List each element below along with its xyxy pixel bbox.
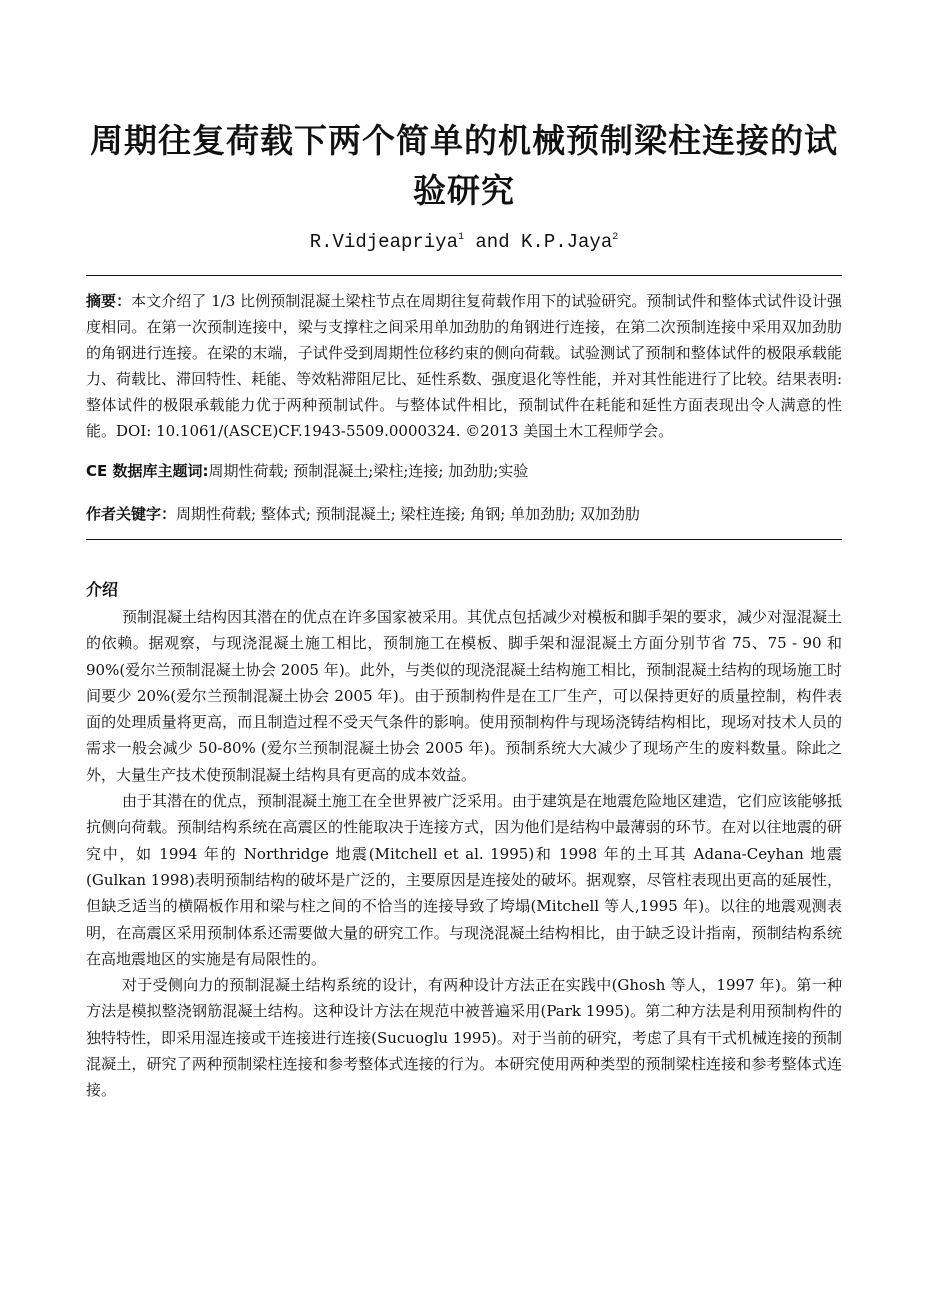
abstract-text: 本文介绍了 1/3 比例预制混凝土梁柱节点在周期往复荷载作用下的试验研究。预制试件和整体式试件设计强度相同。在第一次预制连接中，梁与支撑柱之间采用单加劲肋的角钢进行连接，在第二次预制连接中采用双加劲肋的角钢进行连接。在梁的末端，子试件受到周期性位移约束的侧向荷载。试验测试了预制和整体试件的极限承载能力、荷载比、滞回特性、耗能、等效粘滞阻尼比、延性系数、强度退化等性能，并对其性能进行了比较。结果表明:整体试件的极限承载能力优于两种预制试件。与整体试件相比，预制试件在耗能和延性方面表现出令人满意的性能。DOI: 10.1061/(ASCE)CF.1943-5509.0000324. ©2013 美国土木工程师学会。 bbox=[86, 292, 842, 440]
author-keywords-block bbox=[86, 501, 842, 527]
introduction-paragraph-2: 由于其潜在的优点，预制混凝土施工在全世界被广泛采用。由于建筑是在地震危险地区建造，它们应该能够抵抗侧向荷载。预制结构系统在高震区的性能取决于连接方式，因为他们是结构中最薄弱的环节。在对以往地震的研究中，如 1994 年的 Northridge 地震(Mitchell et al. 1995)和 1998 年的土耳其 Adana-Ceyhan 地震(Gulkan 1998)表明预制结构的破坏是广泛的，主要原因是连接处的破坏。据观察，尽管柱表现出更高的延展性，但缺乏适当的横隔板作用和梁与柱之间的不恰当的连接导致了垮塌(Mitchell 等人,1995 年)。以往的地震观测表明，在高震区采用预制体系还需要做大量的研究工作。与现浇混凝土结构相比，由于缺乏设计指南，预制结构系统在高地震地区的实施是有局限性的。 bbox=[86, 792, 843, 968]
subject-headings-text: 周期性荷载; 预制混凝土;梁柱;连接; 加劲肋;实验 bbox=[208, 462, 529, 480]
author-keywords-label: 作者关键字： bbox=[86, 505, 177, 523]
author-2-name: K.P.Jaya bbox=[521, 231, 613, 253]
abstract-label: 摘要： bbox=[86, 292, 132, 310]
top-divider bbox=[86, 275, 842, 276]
author-2-affiliation: 2 bbox=[612, 232, 619, 243]
abstract-block bbox=[86, 288, 842, 444]
author-conjunction: and bbox=[464, 231, 522, 253]
introduction-paragraph-3: 对于受侧向力的预制混凝土结构系统的设计，有两种设计方法正在实践中(Ghosh 等人，1997 年)。第一种方法是模拟整浇钢筋混凝土结构。这种设计方法在规范中被普遍采用(Park 1995)。第二种方法是利用预制构件的独特特性，即采用湿连接或干连接进行连接(Sucuoglu 1995)。对于当前的研究，考虑了具有干式机械连接的预制混凝土，研究了两种预制梁柱连接和参考整体式连接的行为。本研究使用两种类型的预制梁柱连接和参考整体式连接。 bbox=[86, 976, 842, 1100]
author-1-affiliation: 1 bbox=[457, 232, 464, 243]
introduction-paragraph-1: 预制混凝土结构因其潜在的优点在许多国家被采用。其优点包括减少对模板和脚手架的要求，减少对湿混凝土的依赖。据观察，与现浇混凝土施工相比，预制施工在模板、脚手架和湿混凝土方面分别节省 75、75 - 90 和 90%(爱尔兰预制混凝土协会 2005 年)。此外，与类似的现浇混凝土结构施工相比，预制混凝土结构的现场施工时间要少 20%(爱尔兰预制混凝土协会 2005 年)。由于预制构件是在工厂生产，可以保持更好的质量控制，构件表面的处理质量将更高，而且制造过程不受天气条件的影响。使用预制构件与现场浇铸结构相比，现场对技术人员的需求一般会减少 50-80% (爱尔兰预制混凝土协会 2005 年)。预制系统大大减少了现场产生的废料数量。除此之外，大量生产技术使预制混凝土结构具有更高的成本效益。 bbox=[86, 608, 843, 784]
paper-title: 周期往复荷载下两个简单的机械预制梁柱连接的试验研究 bbox=[90, 121, 838, 210]
paper-page bbox=[86, 0, 842, 1104]
introduction-heading: 介绍 bbox=[86, 580, 119, 599]
author-line bbox=[86, 230, 842, 254]
bottom-divider bbox=[86, 539, 842, 540]
author-keywords-text: 周期性荷载; 整体式; 预制混凝土; 梁柱连接; 角钢; 单加劲肋; 双加劲肋 bbox=[176, 505, 640, 523]
author-1-name: R.Vidjeapriya bbox=[309, 231, 458, 253]
subject-headings-block bbox=[86, 458, 842, 484]
subject-headings-label: CE 数据库主题词: bbox=[86, 462, 209, 480]
